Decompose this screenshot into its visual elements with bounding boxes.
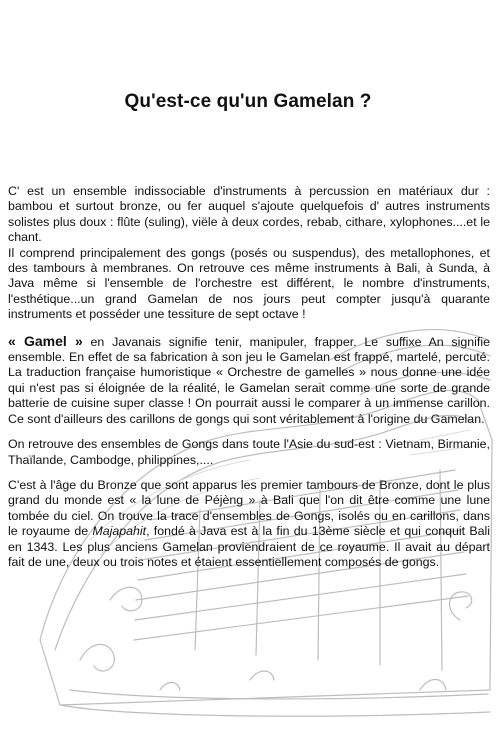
paragraph-history-text-2: , fondé à Java est à la fin du 13ème siècle et qui conquit Bali en 1343. Les plus anciens Gamelan proviendraient de ce royaume. Il avait au départ fait de une, deux ou trois notes et étaient essentiellement composés de gongs. [8,524,490,569]
paragraph-etymology-text: en Javanais signifie tenir, manipuler, frapper. Le suffixe An signifie ensemble. En effet de sa fabrication à son jeu le Gamelan est frappé, martelé, percuté. La traduction française humoristique « Orchestre de gamelles » nous donne une idée qui n'est pas si éloignée de la réalité, le Gamelan serait comme une sorte de grande batterie de cuisine super classe ! On pourrait aussi le comparer à un immense carillon. Ce sont d'ailleurs des carillons de gongs qui sont véritablement à l'origine du Gamelan. [8,334,491,426]
paragraph-history [8,478,490,570]
paragraph-history-text-1: C'est à l'âge du Bronze que sont apparus les premier tambours de Bronze, dont le plus grand du monde est « la lune de Péjèng » à Bali que l'on dit être comme une lune tombée du ciel. On trouve la trace d'ensembles de Gongs, isolés ou en carillons, dans le royaume de [8,477,490,539]
paragraph-southeast-asia: On retrouve des ensembles de Gongs dans toute l'Asie du sud-est : Vietnam, Birmanie, Thaïlande, Cambodge, philippines,.... [8,437,490,467]
majapahit-term: Majapahit [92,524,147,539]
keyword-gamel: « Gamel » [8,332,83,349]
paragraph-instruments: Il comprend principalement des gongs (posés ou suspendus), des metallophones, et des tambours à membranes. On retrouve ces même instruments à Bali, à Sunda, à Java même si l'ensemble de l'orchestre est différent, le nombre d'instruments, l'esthétique...un grand Gamelan de nos jours peut compter jusqu'à quarante instruments et posséder une tessiture de sept octave ! [8,245,490,322]
article-body [8,184,490,580]
paragraph-etymology [8,334,490,427]
page-title: Qu'est-ce qu'un Gamelan ? [124,91,372,112]
paragraph-definition: C' est un ensemble indissociable d'instruments à percussion en matériaux dur : bambou et surtout bronze, ou fer auquel s'ajoute quelquefois d' autres instruments solistes plus doux : flûte (suling), viële à deux cordes, rebab, cithare, xylophones....et le chant. [8,184,490,245]
